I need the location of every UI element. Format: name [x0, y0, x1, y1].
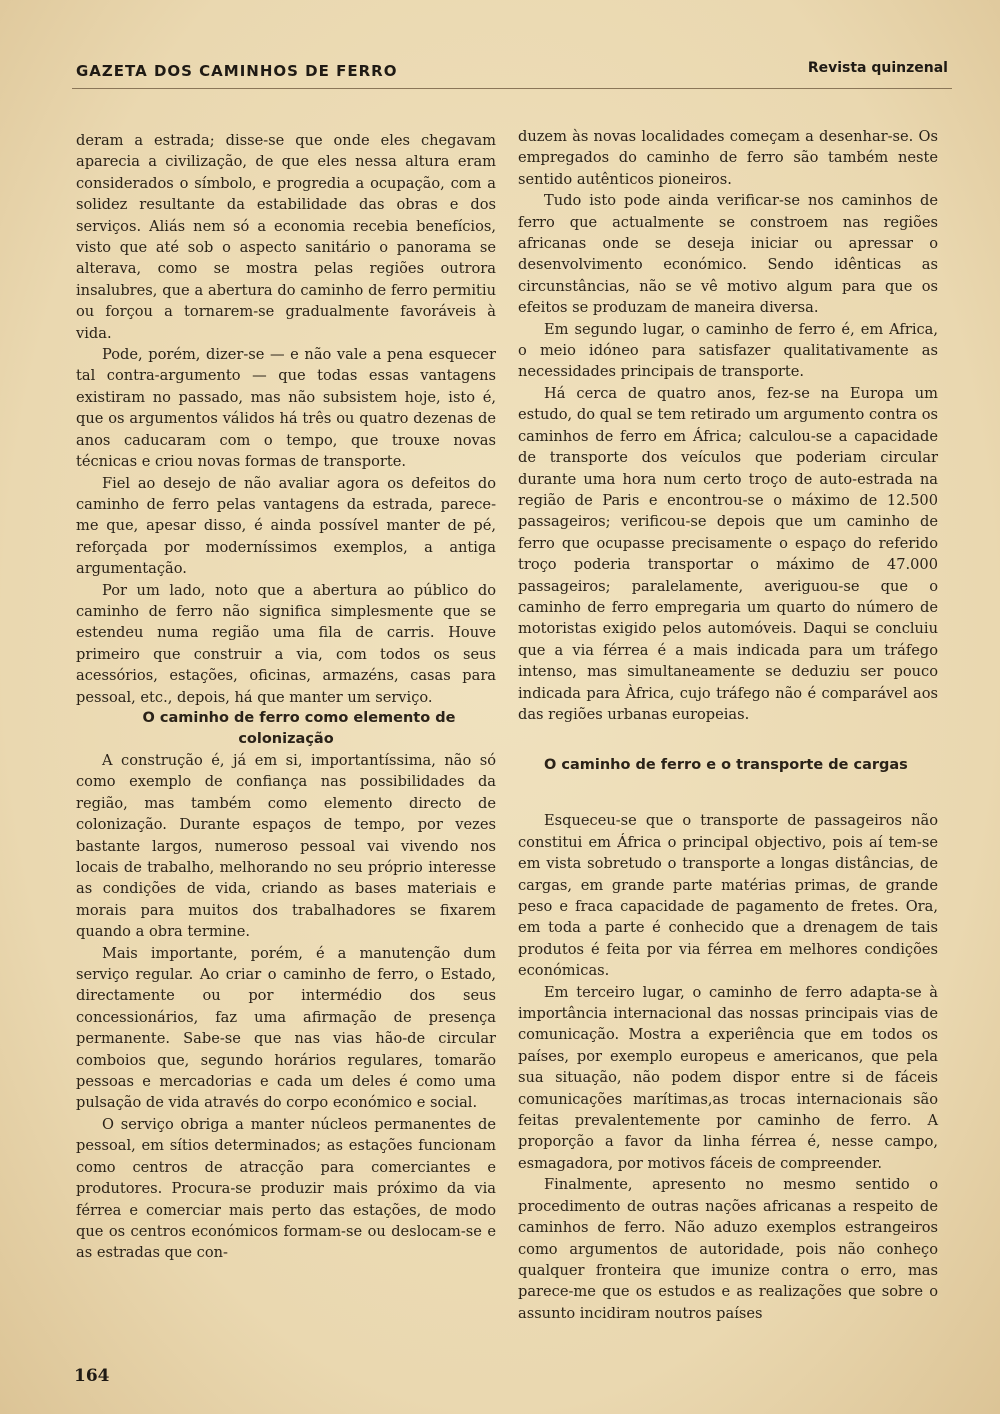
paragraph: O serviço obriga a manter núcleos permanentes de pessoal, em sítios determinados; as estações funcionam como centros de atracção para comerciantes e produtores. Procura-se produzir mais próximo da via férrea e comerciar mais perto das estações, de modo que os centros económicos formam-se ou deslocam-se e as estradas que con- [76, 1115, 496, 1262]
paragraph: Fiel ao desejo de não avaliar agora os defeitos do caminho de ferro pelas vantagens da estrada, parece-me que, apesar disso, é ainda possível manter de pé, reforçada por moderníssimos exemplos, a antiga argumentação. [76, 474, 496, 578]
running-header-title: GAZETA DOS CAMINHOS DE FERRO [76, 62, 398, 80]
paragraph: Pode, porém, dizer-se — e não vale a pena esquecer tal contra-argumento — que todas essas vantagens existiram no passado, mas não subsistem hoje, isto é, que os argumentos válidos há três ou quatro dezenas de anos caducaram com o tempo, que trouxe novas técnicas e criou novas formas de transporte. [76, 346, 496, 471]
paragraph: Por um lado, noto que a abertura ao público do caminho de ferro não significa simplesmente que se estendeu numa região uma fila de carris. Houve primeiro que construir a via, com todos os seus acessórios, estações, oficinas, armazéns, casas para pessoal, etc., depois, há que manter um serviço. [76, 581, 496, 706]
running-header-subtitle: Revista quinzenal [807, 60, 948, 76]
paragraph: duzem às novas localidades começam a desenhar-se. Os empregados do caminho de ferro são também neste sentido autênticos pioneiros. [518, 128, 938, 188]
left-column [76, 130, 496, 1264]
paragraph: Em segundo lugar, o caminho de ferro é, em Africa, o meio idóneo para satisfazer qualitativamente as necessidades principais de transporte. [518, 320, 938, 381]
section-heading: O caminho de ferro como elemento de colonização [142, 709, 456, 747]
paragraph: Em terceiro lugar, o caminho de ferro adapta-se à importância internacional das nossas principais vias de comunicação. Mostra a experiência que em todos os países, por exemplo europeus e americanos, que pela sua situação, não podem dispor entre si de fáceis comunicações marítimas,as trocas internacionais são feitas prevalentemente por caminho de ferro. A proporção a favor da linha férrea é, nesse campo, esmagadora, por motivos fáceis de compreender. [518, 983, 938, 1172]
paragraph: deram a estrada; disse-se que onde eles chegavam aparecia a civilização, de que eles nessa altura eram considerados o símbolo, e progredia a ocupação, com a solidez resultante da estabilidade das obras e dos serviços. Aliás nem só a economia recebia benefícios, visto que até sob o aspecto sanitário o panorama se alterava, como se mostra pelas regiões outrora insalubres, que a abertura do caminho de ferro permitiu ou forçou a tornarem-se gradualmente favoráveis à vida. [76, 132, 496, 342]
right-column [518, 126, 938, 1324]
paragraph: Há cerca de quatro anos, fez-se na Europa um estudo, do qual se tem retirado um argumento contra os caminhos de ferro em África; calculou-se a capacidade de transporte dos veículos que poderiam circular durante uma hora num certo troço de auto-estrada na região de Paris e encontrou-se o máximo de 12.500 passageiros; verificou-se depois que um caminho de ferro que ocupasse precisamente o espaço do referido troço poderia transportar o máximo de 47.000 passageiros; paralelamente, averiguou-se que o caminho de ferro empregaria um quarto do número de motoristas exigido pelos automóveis. Daqui se concluiu que a via férrea é a mais indicada para um tráfego intenso, mas simultaneamente se deduziu ser pouco indicada para Àfrica, cujo tráfego não é comparável aos das regiões urbanas europeias. [518, 384, 938, 723]
paragraph: Tudo isto pode ainda verificar-se nos caminhos de ferro que actualmente se constroem nas regiões africanas onde se deseja iniciar ou apressar o desenvolvimento económico. Sendo idênticas as circunstâncias, não se vê motivo algum para que os efeitos se produzam de maneira diversa. [518, 192, 938, 317]
paragraph: Finalmente, apresento no mesmo sentido o procedimento de outras nações africanas a respeito de caminhos de ferro. Não aduzo exemplos estrangeiros como argumentos de autoridade, pois não conheço qualquer fronteira que imunize contra o erro, mas parece-me que os estudos e as realizações que sobre o assunto incidiram noutros países [518, 1176, 938, 1322]
paragraph: A construção é, já em si, importantíssima, não só como exemplo de confiança nas possibilidades da região, mas também como elemento directo de colonização. Durante espaços de tempo, por vezes bastante largos, numeroso pessoal vai vivendo nos locais de trabalho, melhorando no seu próprio interesse as condições de vida, criando as bases materiais e morais para muitos dos trabalhadores se fixarem quando a obra termine. [76, 751, 496, 941]
paragraph: Mais importante, porém, é a manutenção dum serviço regular. Ao criar o caminho de ferro, o Estado, directamente ou por intermédio dos seus concessionários, faz uma afirmação de presença permanente. Sabe-se que nas vias hão-de circular comboios que, segundo horários regulares, tomarão pessoas e mercadorias e cada um deles é como uma pulsação de vida através do corpo económico e social. [76, 944, 496, 1112]
paragraph: Esqueceu-se que o transporte de passageiros não constitui em África o principal objectivo, pois aí tem-se em vista sobretudo o transporte a longas distâncias, de cargas, em grande parte matérias primas, de grande peso e fraca capacidade de pagamento de fretes. Ora, em toda a parte é conhecido que a drenagem de tais produtos é feita por via férrea em melhores condições económicas. [518, 812, 938, 980]
section-heading: O caminho de ferro e o transporte de cargas [544, 757, 908, 774]
header-divider [72, 88, 952, 89]
page-number: 164 [74, 1366, 110, 1386]
